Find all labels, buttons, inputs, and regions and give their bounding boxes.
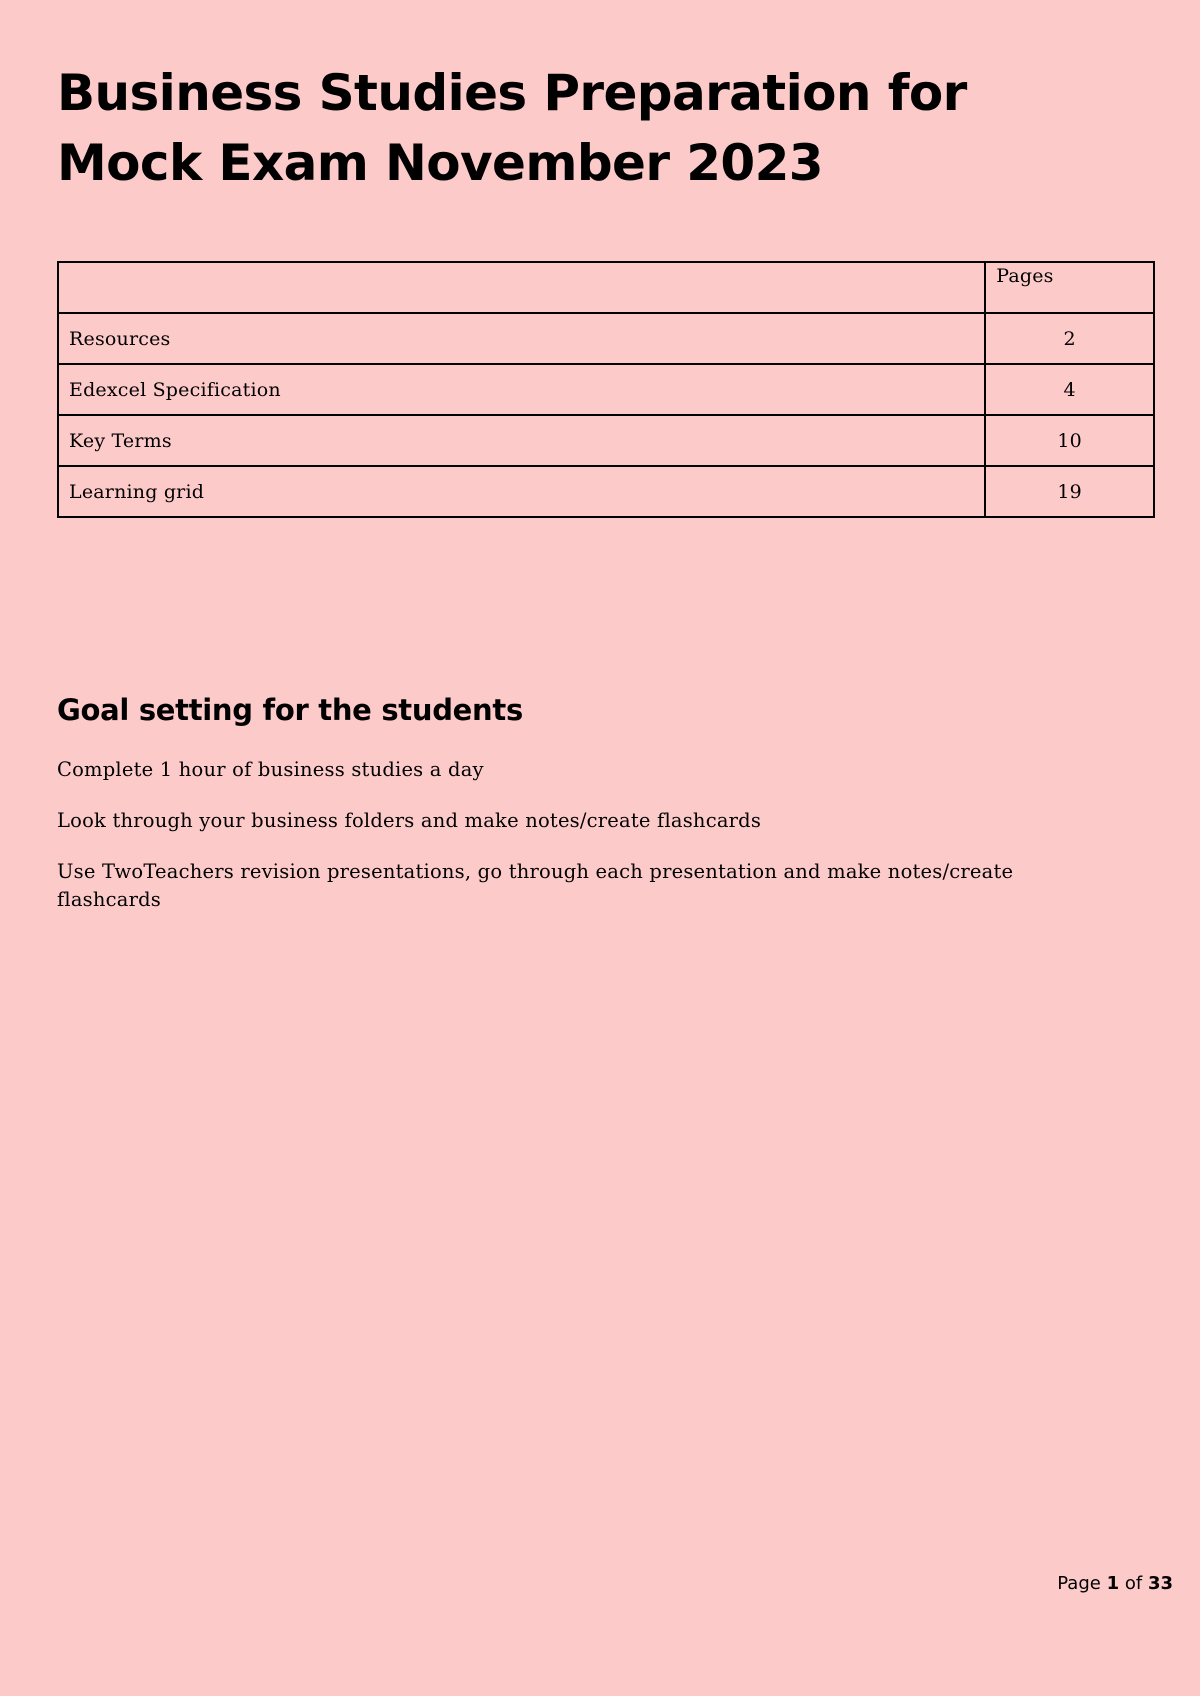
contents-page-number: 2	[985, 313, 1154, 364]
contents-topic: Resources	[58, 313, 985, 364]
contents-table-header-row	[58, 262, 1154, 313]
goal-section-heading: Goal setting for the students	[57, 693, 523, 727]
list-item: Look through your business folders and make notes/create flashcards	[57, 809, 762, 832]
contents-table	[57, 261, 1155, 518]
page-number-prefix: Page	[1057, 1573, 1101, 1594]
document-title: Business Studies Preparation for Mock Exam November 2023	[57, 64, 967, 192]
contents-page-number: 19	[985, 466, 1154, 517]
list-item: Use TwoTeachers revision presentations, go through each presentation and make notes/create flashcards	[57, 860, 1014, 911]
page-number-footer	[1057, 1573, 1173, 1594]
table-row	[58, 466, 1154, 517]
contents-topic: Edexcel Specification	[58, 364, 985, 415]
total-page-count: 33	[1147, 1573, 1173, 1594]
current-page-number: 1	[1106, 1573, 1120, 1594]
contents-table-header-topic	[58, 262, 985, 313]
list-item: Complete 1 hour of business studies a day	[57, 758, 484, 781]
table-row	[58, 313, 1154, 364]
contents-topic: Learning grid	[58, 466, 985, 517]
contents-page-number: 4	[985, 364, 1154, 415]
goal-list	[57, 756, 1117, 937]
contents-topic: Key Terms	[58, 415, 985, 466]
page-number-of: of	[1124, 1573, 1143, 1594]
contents-page-number: 10	[985, 415, 1154, 466]
table-row	[58, 415, 1154, 466]
contents-table-header-pages: Pages	[985, 262, 1154, 313]
table-row	[58, 364, 1154, 415]
